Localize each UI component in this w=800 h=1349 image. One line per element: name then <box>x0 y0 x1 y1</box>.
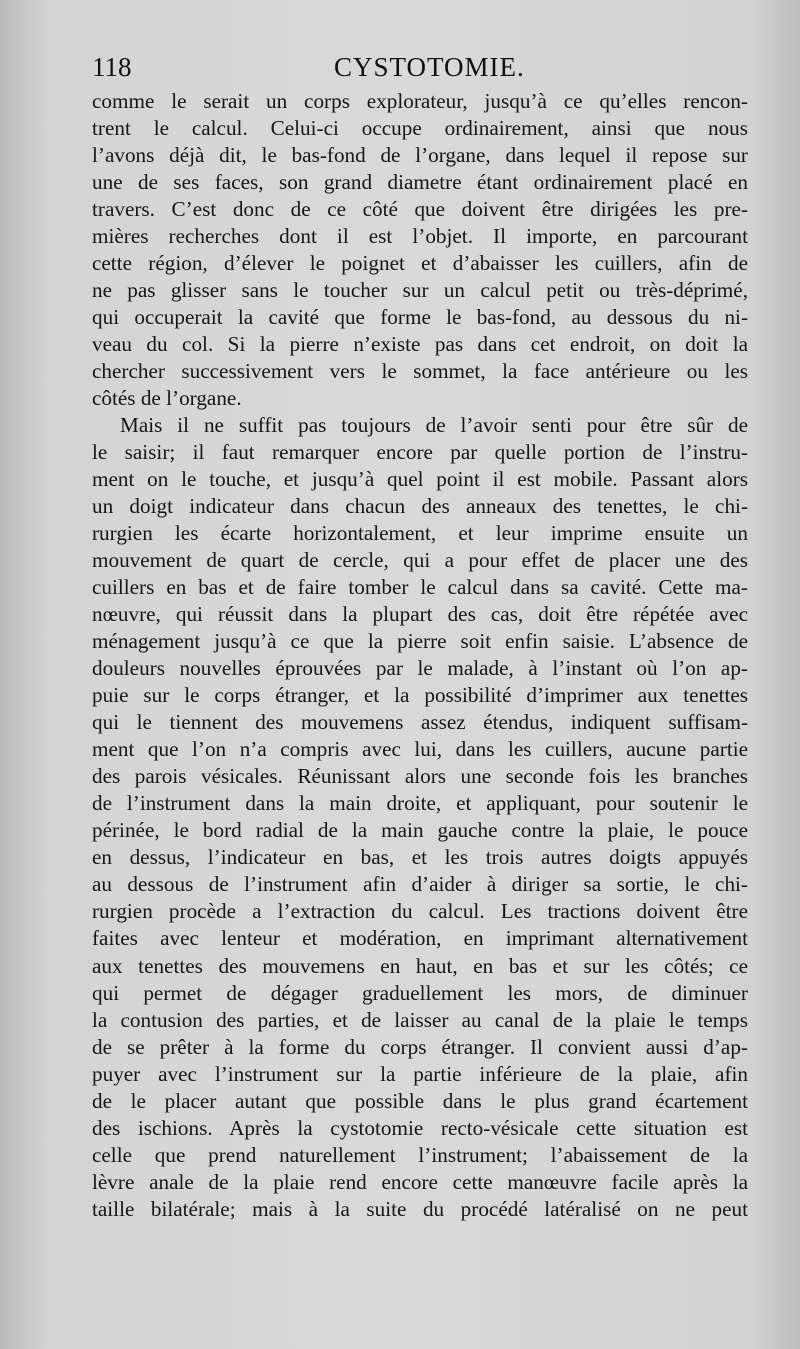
text-line: comme le serait un corps explorateur, jusqu’à ce qu’elles rencon- <box>92 89 748 113</box>
text-line: le saisir; il faut remarquer encore par quelle portion de l’instru- <box>92 440 748 465</box>
text-line: ment on le touche, et jusqu’à quel point il est mobile. Passant alors <box>92 467 748 492</box>
text-line: en dessus, l’indicateur en bas, et les trois autres doigts appuyés <box>92 845 748 870</box>
text-line: de le placer autant que possible dans le plus grand écartement <box>92 1088 748 1113</box>
text-line: périnée, le bord radial de la main gauche contre la plaie, le pouce <box>92 818 748 843</box>
text-line: veau du col. Si la pierre n’existe pas dans cet endroit, on doit la <box>92 332 748 357</box>
page-number: 118 <box>92 52 132 82</box>
text-line: des parois vésicales. Réunissant alors une seconde fois les branches <box>92 764 748 789</box>
text-line: aux tenettes des mouvemens en haut, en bas et sur les côtés; ce <box>92 953 748 978</box>
text-line: lèvre anale de la plaie rend encore cette manœuvre facile après la <box>92 1169 748 1194</box>
page-header <box>92 50 752 90</box>
text-line: cuillers en bas et de faire tomber le calcul dans sa cavité. Cette ma- <box>92 575 748 600</box>
text-line: ment que l’on n’a compris avec lui, dans les cuillers, aucune partie <box>92 737 748 762</box>
text-line: des ischions. Après la cystotomie recto-vésicale cette situation est <box>92 1115 748 1140</box>
text-line: de l’instrument dans la main droite, et appliquant, pour soutenir le <box>92 791 748 816</box>
text-line: une de ses faces, son grand diametre étant ordinairement placé en <box>92 170 748 195</box>
running-title: CYSTOTOMIE. <box>334 52 525 82</box>
text-line: ménagement jusqu’à ce que la pierre soit enfin saisie. L’absence de <box>92 629 748 654</box>
text-line: qui occuperait la cavité que forme le bas-fond, au dessous du ni- <box>92 305 748 330</box>
text-line: côtés de l’organe. <box>92 386 242 411</box>
text-line: mières recherches dont il est l’objet. Il importe, en parcourant <box>92 224 748 249</box>
text-line: rurgien procède a l’extraction du calcul. Les tractions doivent être <box>92 899 748 924</box>
text-line: douleurs nouvelles éprouvées par le malade, à l’instant où l’on ap- <box>92 656 748 681</box>
text-line: l’avons déjà dit, le bas-fond de l’organe, dans lequel il repose sur <box>92 143 748 168</box>
text-line: puie sur le corps étranger, et la possibilité d’imprimer aux tenettes <box>92 683 748 708</box>
text-line: un doigt indicateur dans chacun des anneaux des tenettes, le chi- <box>92 494 748 519</box>
text-line: puyer avec l’instrument sur la partie inférieure de la plaie, afin <box>92 1061 748 1086</box>
body-text <box>92 88 748 1223</box>
text-line: de se prêter à la forme du corps étranger. Il convient aussi d’ap- <box>92 1034 748 1059</box>
text-line: faites avec lenteur et modération, en imprimant alternativement <box>92 926 748 951</box>
text-line: qui permet de dégager graduellement les mors, de diminuer <box>92 980 748 1005</box>
paragraph-start-line: Mais il ne suffit pas toujours de l’avoir senti pour être sûr de <box>120 413 748 438</box>
text-line: nœuvre, qui réussit dans la plupart des cas, doit être répétée avec <box>92 602 748 627</box>
text-line: rurgien les écarte horizontalement, et leur imprime ensuite un <box>92 521 748 546</box>
text-line: chercher successivement vers le sommet, la face antérieure ou les <box>92 359 748 384</box>
text-line: ne pas glisser sans le toucher sur un calcul petit ou très-déprimé, <box>92 278 748 303</box>
text-line: mouvement de quart de cercle, qui a pour effet de placer une des <box>92 548 748 573</box>
text-line: trent le calcul. Celui-ci occupe ordinairement, ainsi que nous <box>92 116 748 141</box>
text-line: taille bilatérale; mais à la suite du procédé latéralisé on ne peut <box>92 1196 748 1221</box>
text-line: la contusion des parties, et de laisser au canal de la plaie le temps <box>92 1007 748 1032</box>
text-line: au dessous de l’instrument afin d’aider à diriger sa sortie, le chi- <box>92 872 748 897</box>
text-line: qui le tiennent des mouvemens assez étendus, indiquent suffisam- <box>92 710 748 735</box>
text-line: celle que prend naturellement l’instrument; l’abaissement de la <box>92 1142 748 1167</box>
text-line: cette région, d’élever le poignet et d’abaisser les cuillers, afin de <box>92 251 748 276</box>
text-line: travers. C’est donc de ce côté que doivent être dirigées les pre- <box>92 197 748 222</box>
